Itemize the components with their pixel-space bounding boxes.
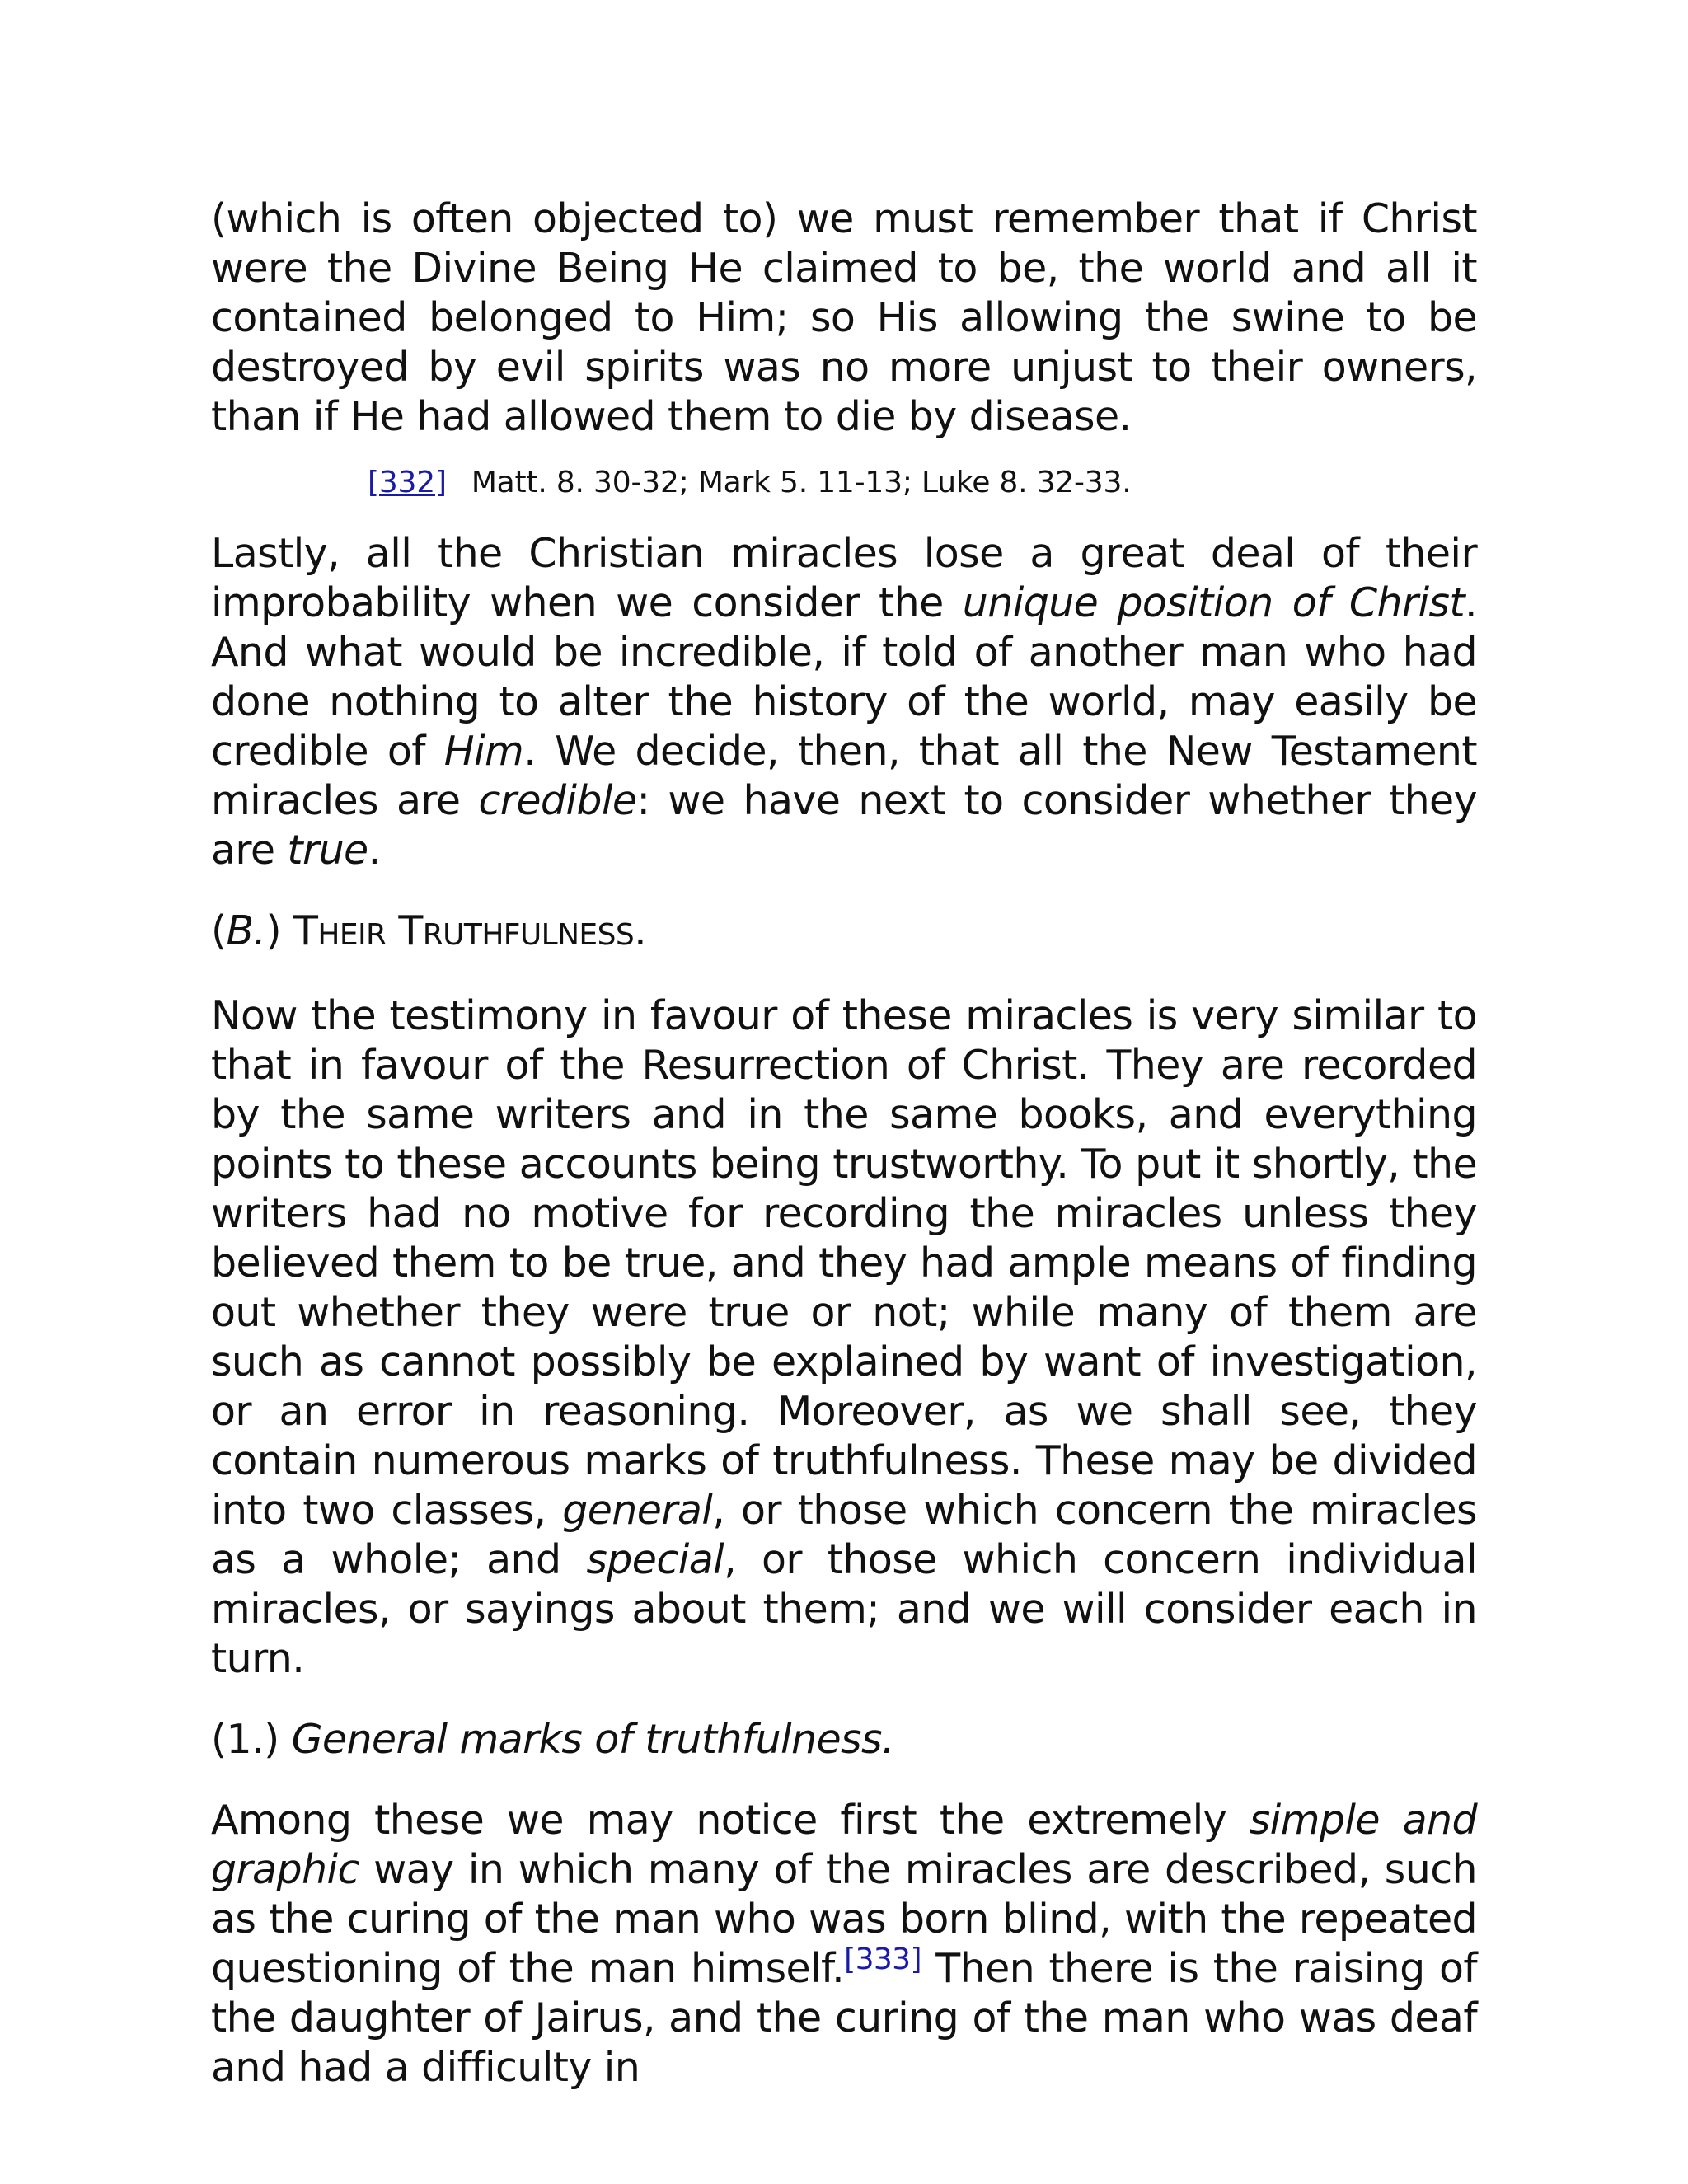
footnote-ref-333[interactable] [844, 1943, 921, 1976]
heading-smallcaps: T [398, 907, 423, 954]
heading-title: General marks of truthfulness. [291, 1716, 894, 1763]
heading-number: (1.) [211, 1716, 292, 1763]
heading-paren: ) [265, 907, 294, 954]
footnote-332-link[interactable]: [332] [368, 466, 447, 499]
text-run: . We decide, then, that all the New Testament miracles are [211, 728, 1477, 824]
paragraph-swine-objection [211, 194, 1477, 442]
emphasis-simple-graphic: simple and graphic [211, 1797, 1477, 1893]
footnote-332 [211, 465, 1477, 506]
heading-smallcaps: T [293, 907, 318, 954]
emphasis-general: general [562, 1487, 713, 1534]
text-run: : we have next to consider whether they are [211, 777, 1477, 874]
emphasis-unique-position: unique position of Christ [962, 579, 1465, 626]
section-heading-1 [211, 1715, 1477, 1765]
footnote-332-text: Matt. 8. 30-32; Mark 5. 11-13; Luke 8. 32-33. [471, 466, 1132, 499]
page-body [211, 194, 1477, 2093]
emphasis-credible: credible [478, 777, 637, 824]
text-run: , or those which concern individual miracles, or sayings about them; and we will consider each in turn. [211, 1536, 1477, 1682]
text-run: Lastly, all the Christian miracles lose a great deal of their improbability when we consider the [211, 530, 1477, 626]
text-run: way in which many of the miracles are described, such as the curing of the man who was born blind, with the repeated questioning of the man himself. [211, 1846, 1477, 1992]
emphasis-him: Him [443, 728, 524, 775]
heading-letter: B. [226, 907, 266, 954]
emphasis-true: true [287, 827, 368, 874]
heading-period: . [634, 907, 647, 954]
paragraph-unique-position [211, 529, 1477, 875]
text-run: , or those which concern the miracles as a whole; and [211, 1487, 1477, 1583]
paragraph-text: (which is often objected to) we must remember that if Christ were the Divine Being He claimed to be, the world and all it contained belonged to Him; so His allowing the swine to be destroyed by evil spirits was no more unjust to their owners, than if He had allowed them to die by disease. [211, 195, 1477, 440]
text-run: . [368, 827, 381, 874]
paragraph-testimony [211, 991, 1477, 1684]
heading-space [386, 907, 398, 954]
text-run: . And what would be incredible, if told of another man who had done nothing to alter the history of the world, may easily be credible of [211, 579, 1477, 775]
text-run: Now the testimony in favour of these miracles is very similar to that in favour of the Resurrection of Christ. They are recorded by the same writers and in the same books, and everything points to these accounts being trustworthy. To put it shortly, the writers had no motive for recording the miracles unless they believed them to be true, and they had ample means of finding out whether they were true or not; while many of them are such as cannot possibly be explained by want of investigation, or an error in reasoning. Moreover, as we shall see, they contain numerous marks of truthfulness. These may be divided into two classes, [211, 992, 1477, 1534]
paragraph-simple-graphic [211, 1796, 1477, 2093]
heading-smallcaps: HEIR [317, 918, 387, 952]
heading-paren: ( [211, 907, 227, 954]
emphasis-special: special [586, 1536, 724, 1583]
heading-smallcaps: RUTHFULNESS [422, 918, 635, 952]
footnote-333-link[interactable]: [333] [844, 1943, 921, 1976]
section-heading-b [211, 907, 1477, 960]
text-run: Among these we may notice first the extremely [211, 1797, 1250, 1844]
text-run: Then there is the raising of the daughter of Jairus, and the curing of the man who was deaf and had a difficulty in [211, 1945, 1477, 2091]
